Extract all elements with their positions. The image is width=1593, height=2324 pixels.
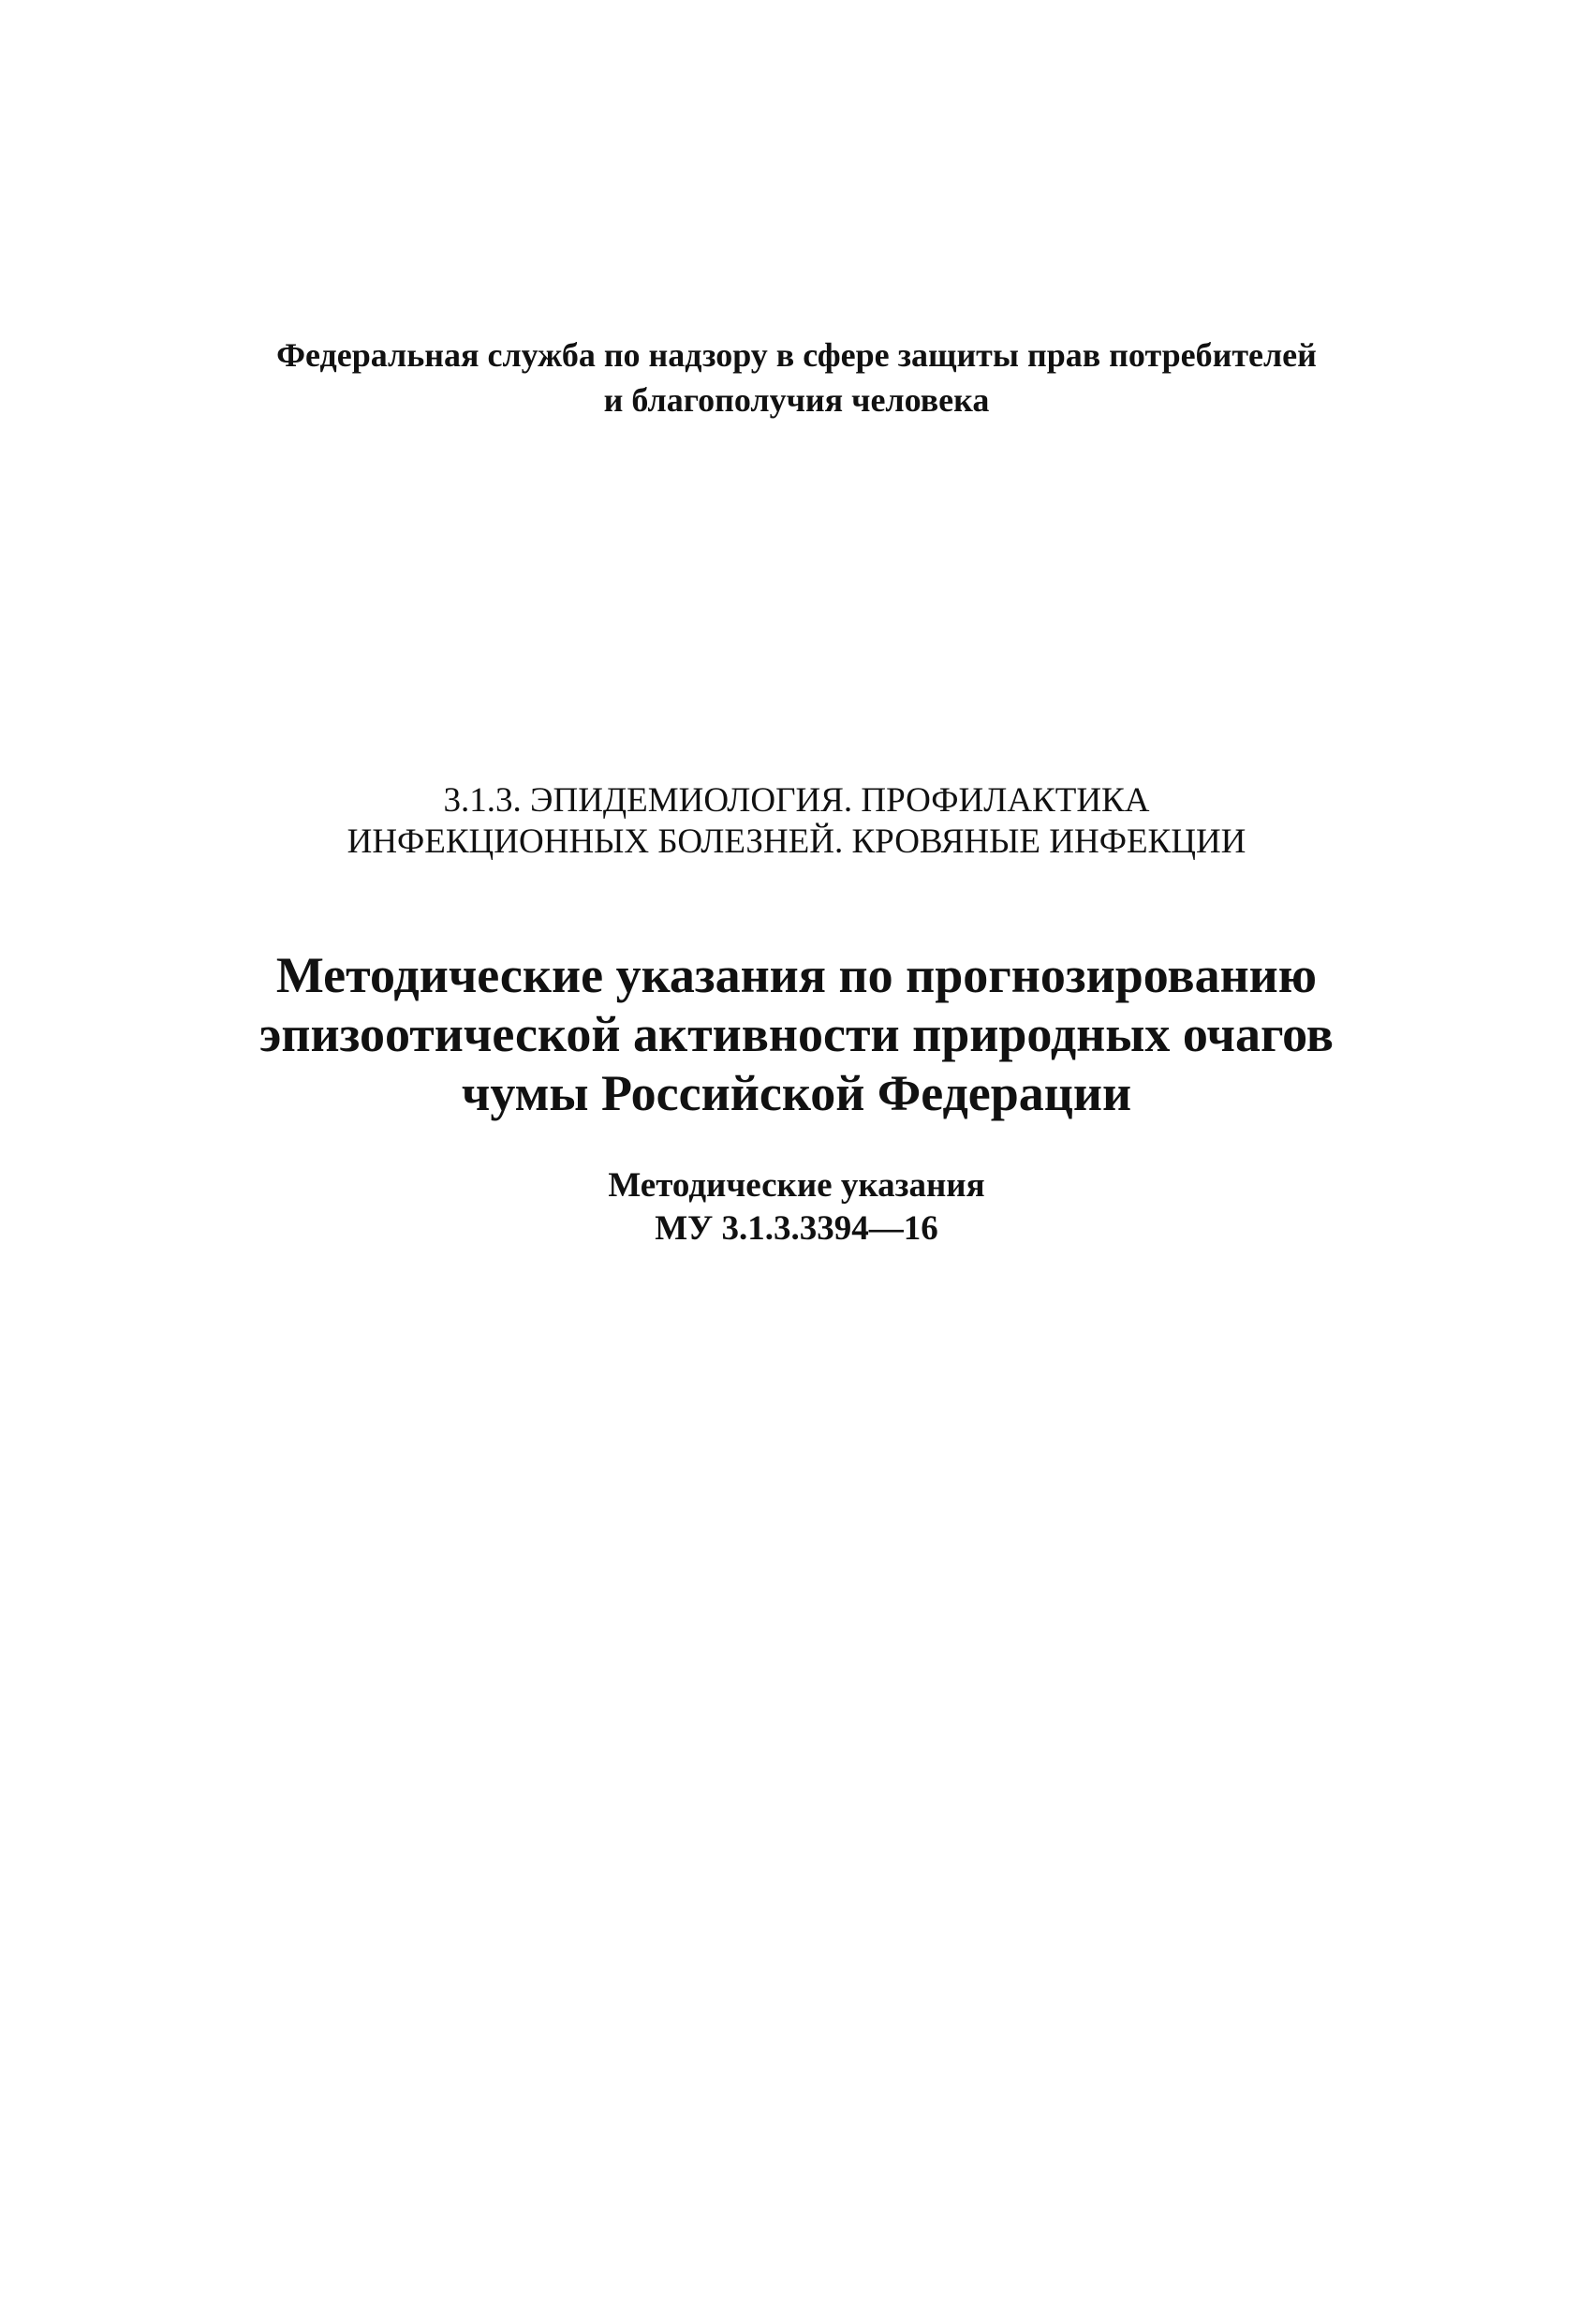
agency-name-line-1: Федеральная служба по надзору в сфере защиты прав потребителей [276,336,1317,374]
agency-name-line-2: и благополучия человека [603,381,990,419]
document-code: МУ 3.1.3.3394—16 [655,1209,938,1248]
section-heading-line-1: 3.1.3. ЭПИДЕМИОЛОГИЯ. ПРОФИЛАКТИКА [443,781,1150,820]
document-type: Методические указания [608,1166,985,1205]
document-title-line-1: Методические указания по прогнозированию [275,947,1318,1003]
document-title-line-2: эпизоотической активности природных очагов [259,1006,1334,1062]
document-title-line-3: чумы Российской Федерации [461,1065,1132,1121]
section-heading-line-2: ИНФЕКЦИОННЫХ БОЛЕЗНЕЙ. КРОВЯНЫЕ ИНФЕКЦИИ [347,822,1246,861]
